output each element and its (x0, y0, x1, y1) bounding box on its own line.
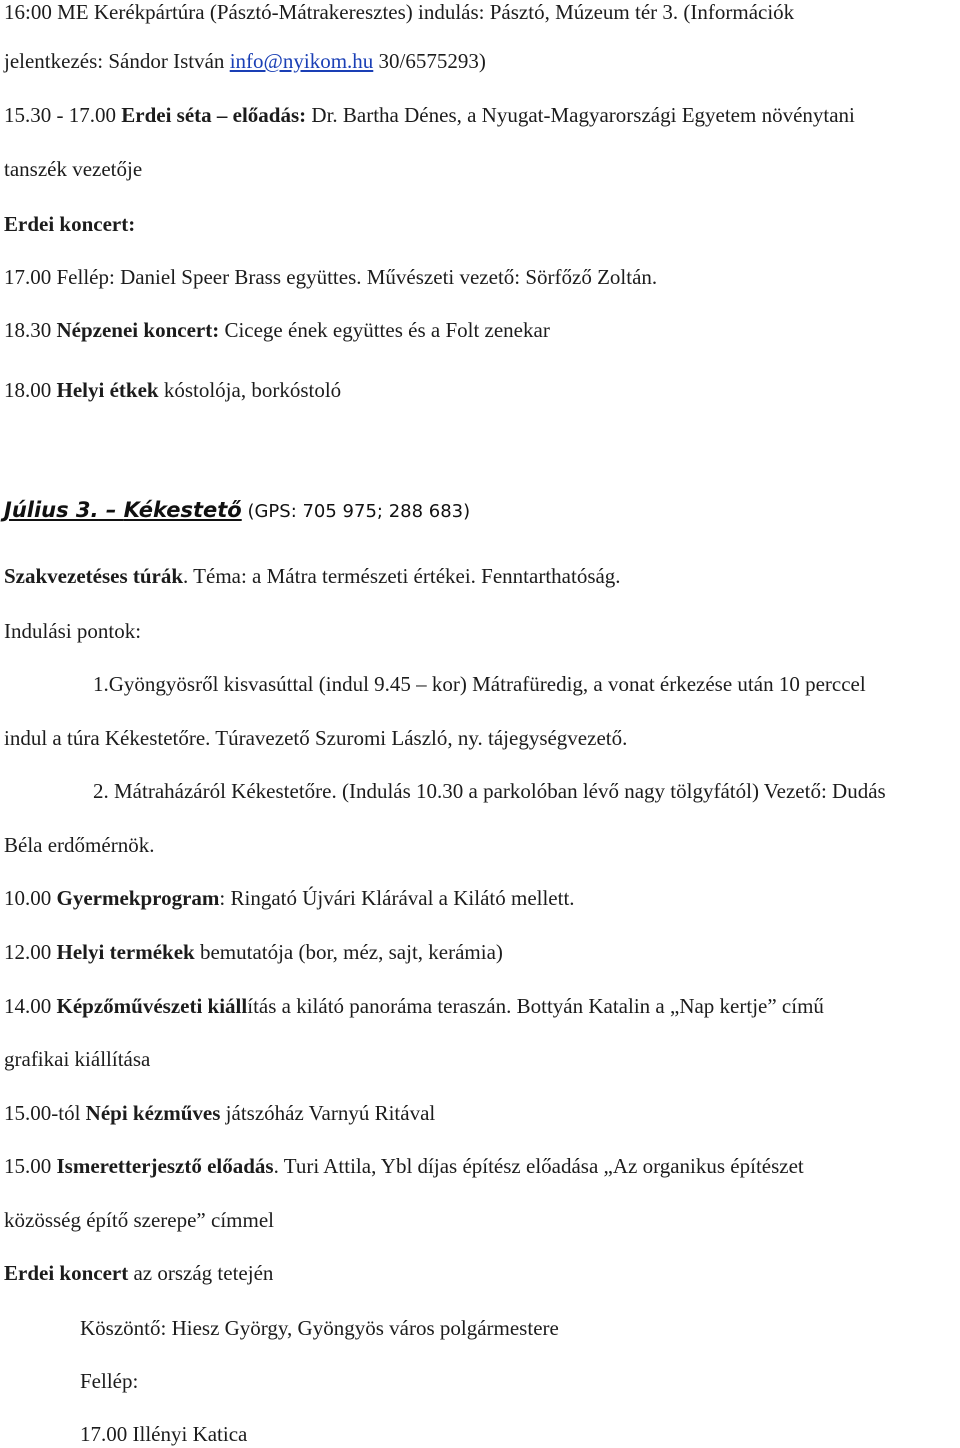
event-title: Népi kézműves (85, 1101, 221, 1125)
event-title: Erdei séta – előadás: (121, 103, 307, 127)
event-text: : Ringató Újvári Klárával a Kilátó mellett. (219, 886, 575, 910)
start-point-1-cont (4, 726, 627, 750)
performer-label-line (80, 1369, 138, 1393)
time-label: 15.00 (4, 1154, 57, 1178)
event-text: ítás a kilátó panoráma teraszán. Bottyán Katalin a „Nap kertje” című (247, 994, 824, 1018)
folk-concert-line (4, 318, 550, 342)
local-products-line (4, 940, 503, 964)
time-label: 10.00 (4, 886, 57, 910)
event-text: 17.00 Fellép: Daniel Speer Brass együttes. Művészeti vezető: Sörfőző Zoltán. (4, 265, 658, 289)
event-text: Köszöntő: Hiesz György, Gyöngyös város polgármestere (80, 1316, 559, 1340)
event-title: Erdei koncert (4, 1261, 129, 1285)
contact-text: jelentkezés: Sándor István (4, 49, 230, 73)
start-label: Indulási pontok: (4, 619, 142, 643)
lecture-line (4, 1154, 804, 1178)
start-point-2-cont (4, 833, 154, 857)
start-point-text: indul a túra Kékestetőre. Túravezető Szuromi László, ny. tájegységvezető. (4, 726, 628, 750)
lecture-cont (4, 1208, 274, 1232)
event-text: Dr. Bartha Dénes, a Nyugat-Magyarországi Egyetem növénytani (306, 103, 855, 127)
local-food-line (4, 378, 341, 402)
start-point-text: 1.Gyöngyösről kisvasúttal (indul 9.45 – kor) Mátrafüredig, a vonat érkezése után 10 perccel (93, 672, 866, 696)
event-text: Fellép: (80, 1369, 139, 1393)
event-text: játszóház Varnyú Ritával (220, 1101, 436, 1125)
time-label: 16:00 (4, 0, 58, 24)
event-title: Képzőművészeti kiáll (56, 994, 248, 1018)
heading-date: Július 3. (4, 498, 99, 522)
event-title: Szakvezetéses túrák (4, 564, 184, 588)
time-label: 14.00 (4, 994, 57, 1018)
gps-coordinates: (GPS: 705 975; 288 683) (241, 501, 471, 522)
event-text: ME Kerékpártúra (Pásztó-Mátrakeresztes) indulás: Pásztó, Múzeum tér 3. (Információk (57, 0, 795, 24)
event-title: Helyi étkek (56, 378, 159, 402)
exhibition-cont (4, 1047, 150, 1071)
event-text: közösség építő szerepe” címmel (4, 1208, 274, 1232)
forest-concert-title (4, 212, 135, 236)
heading-place: Kékestető (123, 498, 242, 522)
time-label: 18.00 (4, 378, 57, 402)
event-text: kóstolója, borkóstoló (158, 378, 342, 402)
event-title: Népzenei koncert: (56, 318, 220, 342)
event-text: grafikai kiállítása (4, 1047, 151, 1071)
time-label: 15.30 - 17.00 (4, 103, 122, 127)
event-text: Cicege ének együttes és a Folt zenekar (219, 318, 550, 342)
summit-concert-line (4, 1261, 273, 1285)
contact-line (4, 49, 486, 73)
day-heading (4, 498, 470, 524)
event-title: Ismeretterjesztő előadás (56, 1154, 274, 1178)
event-text: . Turi Attila, Ybl díjas építész előadása „Az organikus építészet (273, 1154, 804, 1178)
event-title: Gyermekprogram (56, 886, 220, 910)
event-text: az ország tetején (128, 1261, 274, 1285)
event-title: Helyi termékek (56, 940, 195, 964)
greeting-line (80, 1316, 559, 1340)
event-text: 17.00 Illényi Katica (80, 1422, 248, 1446)
forest-walk-cont (4, 157, 142, 181)
crafts-line (4, 1101, 435, 1125)
start-point-2 (93, 779, 886, 803)
start-point-text: 2. Mátraházáról Kékestetőre. (Indulás 10.30 a parkolóban lévő nagy tölgyfától) Vezető: Dudás (93, 779, 886, 803)
exhibition-line (4, 994, 824, 1018)
heading-dash: – (98, 498, 124, 522)
time-label: 18.30 (4, 318, 57, 342)
bike-tour-line (4, 0, 794, 24)
email-link[interactable]: info@nyikom.hu (229, 49, 374, 73)
start-point-text: Béla erdőmérnök. (4, 833, 155, 857)
section-title: Erdei koncert: (4, 212, 136, 236)
event-text: tanszék vezetője (4, 157, 143, 181)
start-points-label (4, 619, 141, 643)
start-point-1 (93, 672, 866, 696)
phone-text: 30/6575293) (373, 49, 486, 73)
children-program-line (4, 886, 575, 910)
brass-line (4, 265, 657, 289)
time-label: 12.00 (4, 940, 57, 964)
performer-line (80, 1422, 247, 1446)
forest-walk-line (4, 103, 855, 127)
guided-tours-line (4, 564, 621, 588)
event-text: . Téma: a Mátra természeti értékei. Fenntarthatóság. (183, 564, 621, 588)
time-label: 15.00-tól (4, 1101, 86, 1125)
event-text: bemutatója (bor, méz, sajt, kerámia) (194, 940, 503, 964)
